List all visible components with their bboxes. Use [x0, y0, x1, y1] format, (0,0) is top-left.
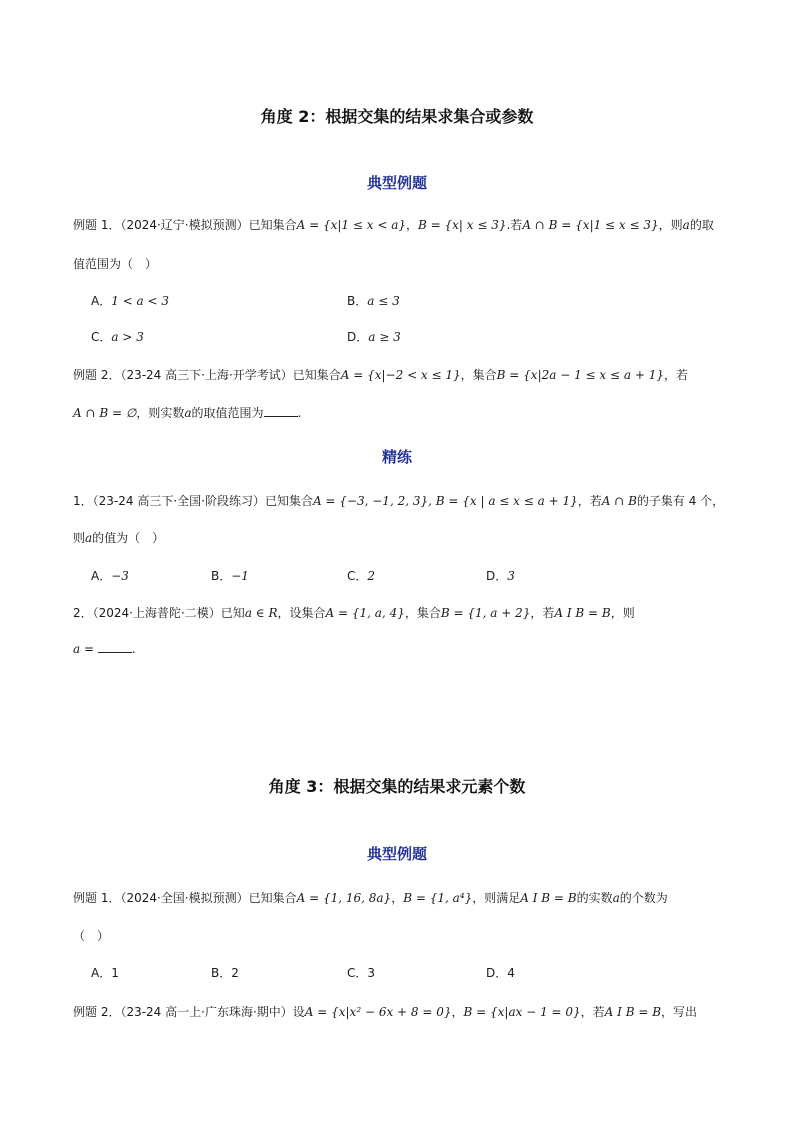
s3-example1-question-line1 — [73, 889, 668, 907]
s3-example1-option-c[interactable] — [347, 964, 375, 982]
practice2-question-line1 — [73, 604, 635, 622]
s3-example1-set-a: A = {1, 16, 8a} — [296, 891, 392, 905]
s3-example2-prefix: 例题 2．（23-24 高一上·广东珠海·期中）设 — [73, 1005, 305, 1019]
answer-blank[interactable] — [264, 404, 298, 417]
s3-example2-condition: A I B = B — [604, 1005, 662, 1019]
option-expr: 2 — [231, 966, 239, 980]
text-fragment: ，则实数 — [136, 406, 185, 420]
s3-example1-question-line2: （ ） — [73, 929, 110, 943]
option-label: B． — [211, 966, 232, 980]
example2-var: a — [184, 406, 192, 420]
section-heading-angle2: 角度 2：根据交集的结果求集合或参数 — [260, 107, 534, 126]
text-fragment: 的个数为 — [619, 891, 668, 905]
practice1-option-c[interactable] — [347, 567, 375, 585]
practice1-option-a[interactable] — [91, 567, 129, 585]
option-label: C． — [347, 966, 368, 980]
example1-var: a — [682, 218, 690, 232]
example1-prefix: 例题 1．（2024·辽宁·模拟预测）已知集合 — [73, 218, 297, 232]
practice2-answer-expr: a = — [73, 642, 95, 656]
practice2-set-b: B = {1, a + 2} — [440, 606, 531, 620]
practice2-condition2: A I B = B — [554, 606, 611, 620]
option-expr: 1 — [111, 966, 119, 980]
text-fragment: ，若 — [580, 1005, 605, 1019]
s3-example1-option-d[interactable] — [486, 964, 515, 982]
practice1-option-d[interactable] — [486, 567, 515, 585]
s3-example2-set-b: B = {x|ax − 1 = 0} — [463, 1005, 581, 1019]
s3-example1-set-b: B = {1, a⁴} — [403, 891, 473, 905]
s3-example1-option-b[interactable] — [211, 964, 239, 982]
text-fragment: ，集合 — [460, 368, 497, 382]
practice2-prefix: 2．（2024·上海普陀·二模）已知 — [73, 606, 245, 620]
example2-set-b: B = {x|2a − 1 ≤ x ≤ a + 1} — [496, 368, 664, 382]
practice1-question-line1 — [73, 492, 724, 510]
option-expr: −3 — [111, 569, 129, 583]
practice2-set-a: A = {1, a, 4} — [325, 606, 405, 620]
option-label: A． — [91, 569, 112, 583]
practice1-prefix: 1．（23-24 高三下·全国·阶段练习）已知集合 — [73, 494, 313, 508]
option-expr: 3 — [367, 966, 376, 980]
option-label: A． — [91, 294, 112, 308]
option-expr: 3 — [507, 569, 515, 583]
practice1-condition: A ∩ B — [601, 494, 637, 508]
s3-example1-option-a[interactable] — [91, 964, 119, 982]
example1-set-b: B = {x| x ≤ 3} — [418, 218, 507, 232]
text-fragment: 则 — [73, 531, 86, 545]
section-heading-angle3: 角度 3：根据交集的结果求元素个数 — [268, 777, 526, 796]
example1-option-c[interactable] — [91, 328, 144, 346]
option-expr: 1 < a < 3 — [111, 294, 170, 308]
practice1-sets: A = {−3, −1, 2, 3}, B = {x | a ≤ x ≤ a + 1} — [312, 494, 578, 508]
text-fragment: ，设集合 — [277, 606, 326, 620]
option-label: D． — [347, 330, 369, 344]
example1-condition: A ∩ B = {x|1 ≤ x ≤ 3} — [522, 218, 659, 232]
option-label: A． — [91, 966, 112, 980]
text-fragment: ，写出 — [661, 1005, 698, 1019]
option-expr: a ≤ 3 — [367, 294, 400, 308]
text-fragment: ， — [391, 891, 404, 905]
option-label: D． — [486, 966, 508, 980]
example1-option-b[interactable] — [347, 292, 400, 310]
example1-question-line1 — [73, 216, 714, 234]
examples-title: 典型例题 — [366, 845, 427, 863]
option-label: C． — [347, 569, 368, 583]
text-fragment: ，则 — [658, 218, 683, 232]
option-expr: a > 3 — [111, 330, 144, 344]
s3-example1-prefix: 例题 1．（2024·全国·模拟预测）已知集合 — [73, 891, 297, 905]
text-fragment: ， — [451, 1005, 464, 1019]
option-expr: −1 — [231, 569, 249, 583]
example1-question-line2: 值范围为（ ） — [73, 257, 158, 271]
practice1-question-line2 — [73, 529, 164, 547]
s3-example2-question-line1 — [73, 1003, 697, 1021]
example2-question-line2 — [73, 404, 301, 422]
practice-title: 精练 — [381, 448, 412, 466]
option-label: B． — [347, 294, 368, 308]
text-fragment: 的值为（ ） — [92, 531, 165, 545]
text-fragment: 的实数 — [576, 891, 613, 905]
s3-example1-condition: A I B = B — [520, 891, 577, 905]
practice2-condition1: a ∈ R — [244, 606, 278, 620]
s3-example1-var: a — [612, 891, 620, 905]
option-label: B． — [211, 569, 232, 583]
text-fragment: . — [131, 642, 136, 656]
text-fragment: ，若 — [577, 494, 602, 508]
text-fragment: 的取值范围为 — [191, 406, 264, 420]
text-fragment: ，若 — [530, 606, 555, 620]
examples-title: 典型例题 — [366, 174, 427, 192]
option-label: C． — [91, 330, 112, 344]
s3-example2-set-a: A = {x|x² − 6x + 8 = 0} — [304, 1005, 452, 1019]
text-fragment: ，则满足 — [472, 891, 521, 905]
text-fragment: ，则 — [610, 606, 635, 620]
example1-option-a[interactable] — [91, 292, 169, 310]
example2-set-a: A = {x|−2 < x ≤ 1} — [340, 368, 461, 382]
text-fragment: . — [297, 406, 302, 420]
practice1-option-b[interactable] — [211, 567, 249, 585]
punct: ， — [405, 218, 418, 232]
text-fragment: 的子集有 4 个， — [636, 494, 725, 508]
practice2-question-line2 — [73, 640, 136, 658]
practice1-var: a — [85, 531, 93, 545]
answer-blank[interactable] — [98, 640, 132, 653]
example1-option-d[interactable] — [347, 328, 401, 346]
example2-question-line1 — [73, 366, 688, 384]
option-expr: a ≥ 3 — [368, 330, 401, 344]
option-expr: 4 — [507, 966, 515, 980]
option-expr: 2 — [367, 569, 376, 583]
text-fragment: .若 — [506, 218, 523, 232]
example2-prefix: 例题 2．（23-24 高三下·上海·开学考试）已知集合 — [73, 368, 341, 382]
example2-condition: A ∩ B = ∅ — [73, 406, 137, 420]
example1-set-a: A = {x|1 ≤ x < a} — [296, 218, 406, 232]
text-fragment: 的取 — [689, 218, 714, 232]
text-fragment: ，集合 — [404, 606, 441, 620]
option-label: D． — [486, 569, 508, 583]
text-fragment: ，若 — [663, 368, 688, 382]
